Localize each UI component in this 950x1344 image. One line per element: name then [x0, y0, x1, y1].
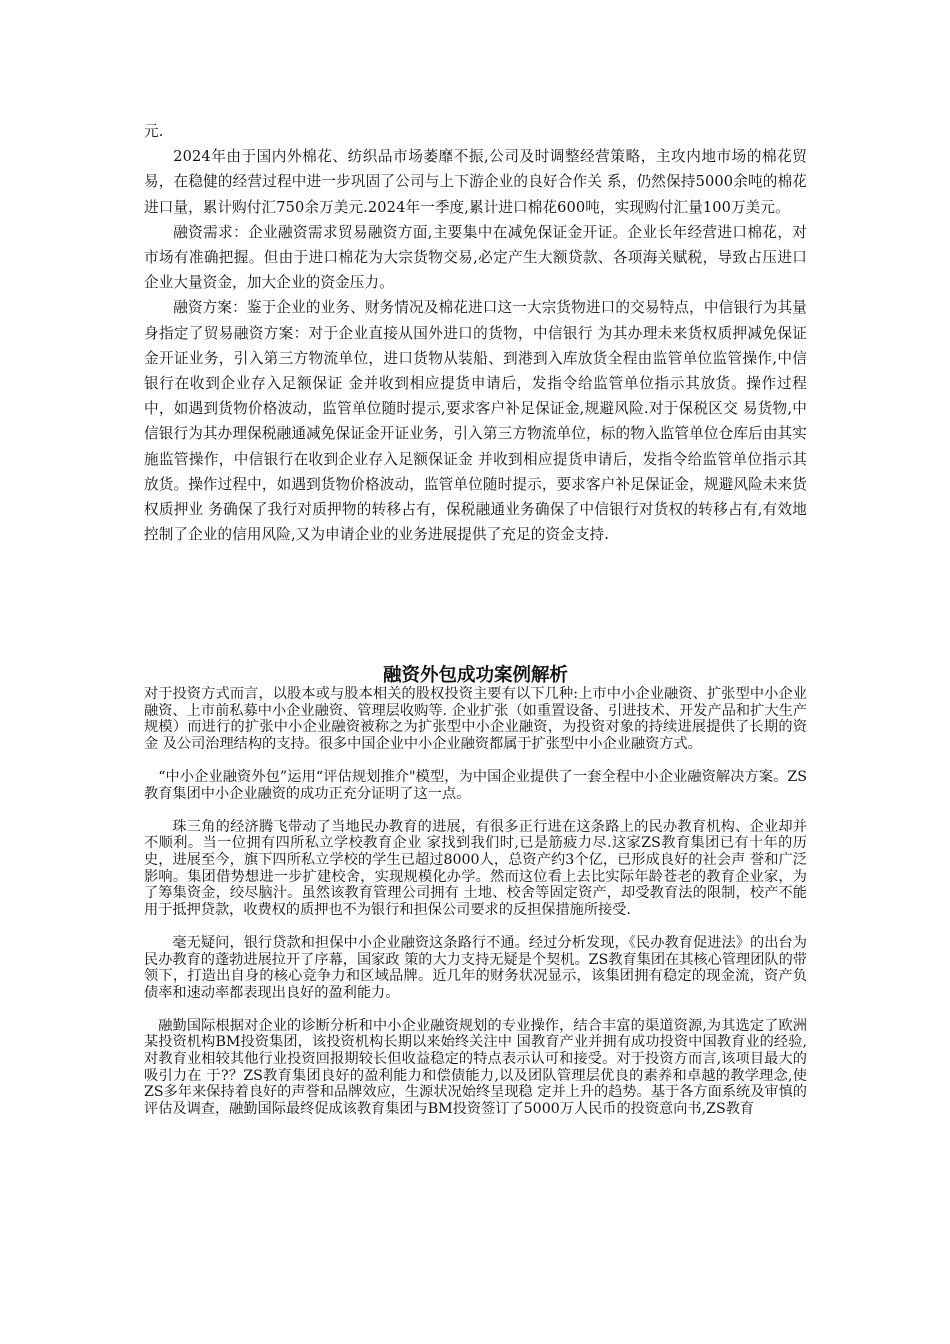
paragraph: 对于投资方式而言，以股本或与股本相关的股权投资主要有以下几种:上市中小企业融资、扩张型中小企业融资、上市前私募中小企业融资、管理层收购等. 企业扩张（如重置设备、引进技术、开发产品和扩大生产规模）而进行的扩张中小企业融资被称之为扩张型中小企业融资，为投资对象的持续进展提供了长期的资金 及公司治理结构的支持。很多中国企业中小企业融资都属于扩张型中小企业融资方式。: [144, 686, 807, 752]
paragraph: “中小企业融资外包”运用“评估规划推介"模型，为中国企业提供了一套全程中小企业融资解决方案。ZS教育集团中小企业融资的成功正充分证明了这一点。: [144, 768, 807, 802]
paragraph: 元.: [144, 123, 164, 140]
paragraph: 珠三角的经济腾飞带动了当地民办教育的进展，有很多正行进在这条路上的民办教育机构、企业却并不顺利。当一位拥有四所私立学校教育企业 家找到我们时,已是筋疲力尽.这家ZS教育集团已有十年的历史，进展至今，旗下四所私立学校的学生已超过8000人，总资产约3个亿，已形成良好的社会声 誉和广泛影响。集团借势想进一步扩建校舍，实现规模化办学。然而这位看上去比实际年龄苍老的教育企业家，为了筹集资金，绞尽脑汁。虽然该教育管理公司拥有 土地、校舍等固定资产，却受教育法的限制，校产不能用于抵押贷款，收费权的质押也不为银行和担保公司要求的反担保措施所接受.: [144, 818, 807, 918]
paragraph: 2024年由于国内外棉花、纺织品市场萎靡不振,公司及时调整经营策略，主攻内地市场的棉花贸易，在稳健的经营过程中进一步巩固了公司与上下游企业的良好合作关 系，仍然保持5000余吨的棉花进口量，累计购付汇750余万美元.2024年一季度,累计进口棉花600吨，实现购付汇量100万美元。: [144, 148, 807, 216]
paragraph: 融资方案：鉴于企业的业务、财务情况及棉花进口这一大宗货物进口的交易特点，中信银行为其量身指定了贸易融资方案：对于企业直接从国外进口的货物，中信银行 为其办理未来货权质押减免保证金开证业务，引入第三方物流单位，进口货物从装船、到港到入库放货全程由监管单位监管操作,中信银行在收到企业存入足额保证 金并收到相应提货申请后，发指令给监管单位指示其放货。操作过程中，如遇到货物价格波动，监管单位随时提示,要求客户补足保证金,规避风险.对于保税区交 易货物,中信银行为其办理保税融通减免保证金开证业务，引入第三方物流单位，标的物入监管单位仓库后由其实施监管操作，中信银行在收到企业存入足额保证金 并收到相应提货申请后，发指令给监管单位指示其放货。操作过程中，如遇到货物价格波动，监管单位随时提示，要求客户补足保证金，规避风险未来货权质押业 务确保了我行对质押物的转移占有，保税融通业务确保了中信银行对货权的转移占有,有效地控制了企业的信用风险,又为申请企业的业务进展提供了充足的资金支持.: [144, 299, 807, 544]
paragraph: 毫无疑问，银行贷款和担保中小企业融资这条路行不通。经过分析发现，《民办教育促进法》的出台为民办教育的蓬勃进展拉开了序幕，国家政 策的大力支持无疑是个契机。ZS教育集团在其核心管理团队的带领下，打造出自身的核心竞争力和区域品牌。近几年的财务状况显示，该集团拥有稳定的现金流，资产负债率和速动率都表现出良好的盈利能力。: [144, 934, 807, 1001]
paragraph: 融勤国际根据对企业的诊断分析和中小企业融资规划的专业操作，结合丰富的渠道资源,为其选定了欧洲某投资机构BM投资集团，该投资机构长期以来始终关注中 国教育产业并拥有成功投资中国教育业的经验,对教育业相较其他行业投资回报期较长但收益稳定的特点表示认可和接受。对于投资方而言,该项目最大的吸引力在 于?？ZS教育集团良好的盈利能力和偿债能力,以及团队管理层优良的素养和卓越的教学理念,使ZS多年来保持着良好的声誉和品牌效应，生源状况始终呈现稳 定并上升的趋势。基于各方面系统及审慎的评估及调查，融勤国际最终促成该教育集团与BM投资签订了5000万人民币的投资意向书,ZS教育: [144, 1017, 807, 1117]
section-case-analysis: [144, 686, 807, 1134]
page-title: 融资外包成功案例解析: [382, 665, 568, 686]
section-cotton-financing: [144, 119, 807, 547]
paragraph: 融资需求：企业融资需求贸易融资方面,主要集中在减免保证金开证。企业长年经营进口棉花，对市场有准确把握。但由于进口棉花为大宗货物交易,必定产生大额贷款、各项海关赋税，导致占压进口企业大量资金，加大企业的资金压力。: [144, 223, 807, 292]
